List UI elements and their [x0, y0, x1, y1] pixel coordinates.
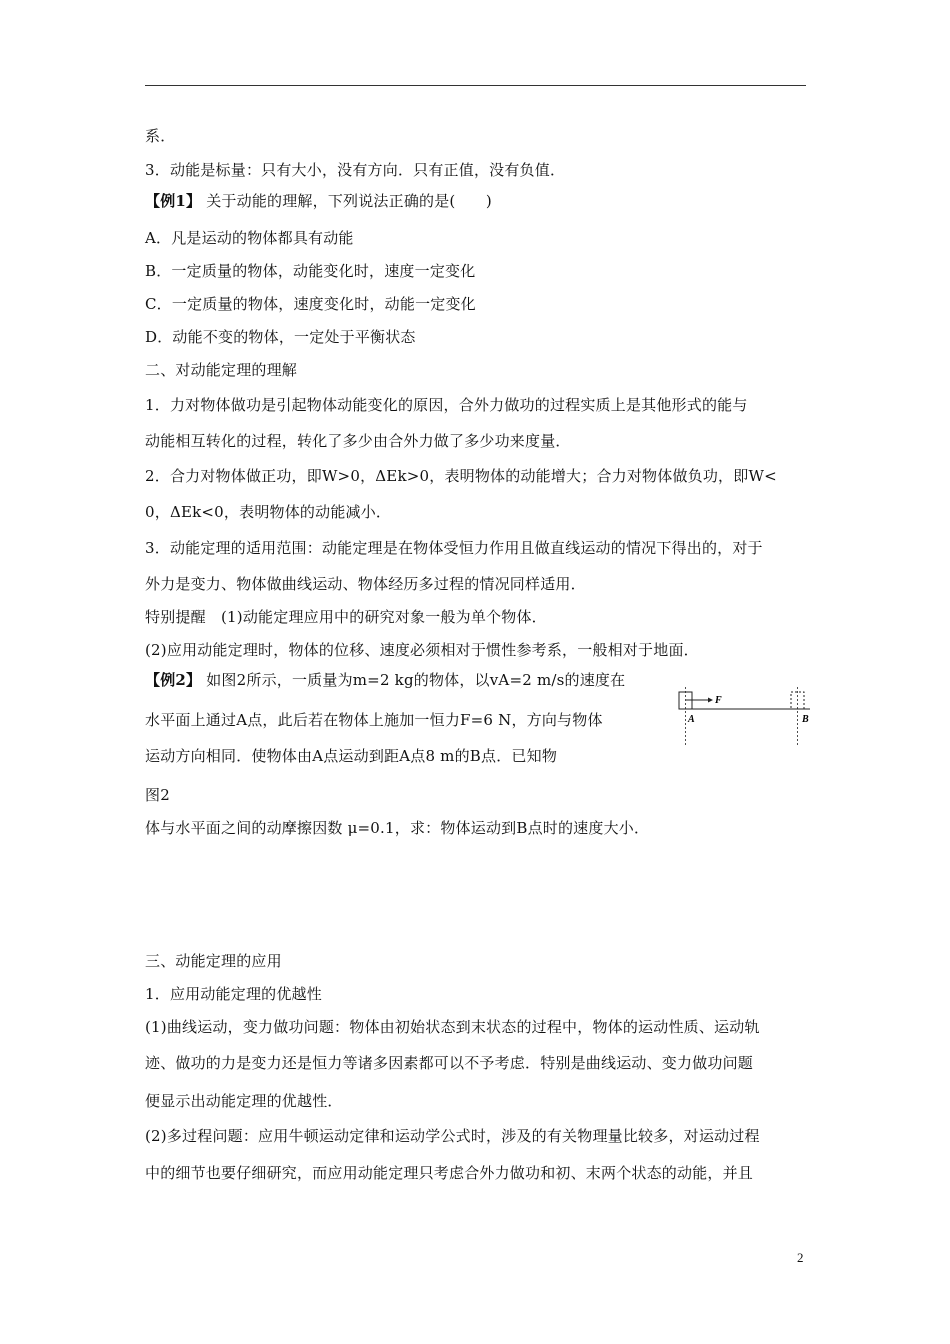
label-f: F [715, 695, 722, 706]
text-line: 运动方向相同．使物体由A点运动到距A点8 m的B点．已知物 [145, 747, 558, 765]
example-2-text: 如图2所示，一质量为m=2 kg的物体，以vA=2 m/s的速度在 [206, 671, 626, 689]
option-c: C．一定质量的物体，速度变化时，动能一定变化 [145, 295, 476, 313]
text-line: 1．力对物体做功是引起物体动能变化的原因，合外力做功的过程实质上是其他形式的能与 [145, 396, 748, 414]
force-arrowhead [708, 698, 713, 703]
text-line: 3．动能是标量：只有大小，没有方向．只有正值，没有负值． [145, 161, 566, 179]
example-1-question [145, 191, 492, 211]
text-line: 动能相互转化的过程，转化了多少由合外力做了多少功来度量． [145, 432, 571, 450]
text-line: (2)应用动能定理时，物体的位移、速度必须相对于惯性参考系，一般相对于地面． [145, 641, 699, 659]
text-line: 迹、做功的力是变力还是恒力等诸多因素都可以不予考虑．特别是曲线运动、变力做功问题 [145, 1054, 754, 1072]
text-line: 3．动能定理的适用范围：动能定理是在物体受恒力作用且做直线运动的情况下得出的，对于 [145, 539, 763, 557]
example-2-question [145, 670, 625, 690]
example-1-tag: 【例1】 [145, 192, 202, 210]
text-line: 系． [145, 127, 176, 145]
example-2-tag: 【例2】 [145, 671, 202, 689]
header-rule [145, 85, 806, 86]
figure-caption: 图2 [145, 786, 170, 804]
section-heading: 三、动能定理的应用 [145, 952, 282, 970]
text-line: (1)曲线运动，变力做功问题：物体由初始状态到末状态的过程中，物体的运动性质、运动轨 [145, 1018, 760, 1036]
text-line: 便显示出动能定理的优越性． [145, 1092, 343, 1110]
figure-2-diagram [672, 683, 812, 749]
text-line: (2)多过程问题：应用牛顿运动定律和运动学公式时，涉及的有关物理量比较多，对运动过程 [145, 1127, 760, 1145]
text-line: 0，ΔEk<0，表明物体的动能减小． [145, 503, 392, 521]
example-1-text: 关于动能的理解，下列说法正确的是( ) [206, 192, 492, 210]
text-line: 2．合力对物体做正功，即W>0，ΔEk>0，表明物体的动能增大；合力对物体做负功，即W< [145, 467, 777, 485]
text-line: 体与水平面之间的动摩擦因数 μ=0.1，求：物体运动到B点时的速度大小． [145, 819, 650, 837]
label-a: A [688, 714, 695, 725]
text-line: 外力是变力、物体做曲线运动、物体经历多过程的情况同样适用． [145, 575, 586, 593]
page-number: 2 [797, 1250, 804, 1265]
text-line: 特别提醒 (1)动能定理应用中的研究对象一般为单个物体． [145, 608, 547, 626]
text-line: 1．应用动能定理的优越性 [145, 985, 322, 1003]
option-a: A．凡是运动的物体都具有动能 [145, 229, 354, 247]
option-d: D．动能不变的物体，一定处于平衡状态 [145, 328, 416, 346]
section-heading: 二、对动能定理的理解 [145, 361, 298, 379]
option-b: B．一定质量的物体，动能变化时，速度一定变化 [145, 262, 476, 280]
text-line: 水平面上通过A点，此后若在物体上施加一恒力F=6 N，方向与物体 [145, 711, 603, 729]
text-line: 中的细节也要仔细研究，而应用动能定理只考虑合外力做功和初、末两个状态的动能，并且 [145, 1164, 754, 1182]
label-b: B [802, 714, 809, 725]
